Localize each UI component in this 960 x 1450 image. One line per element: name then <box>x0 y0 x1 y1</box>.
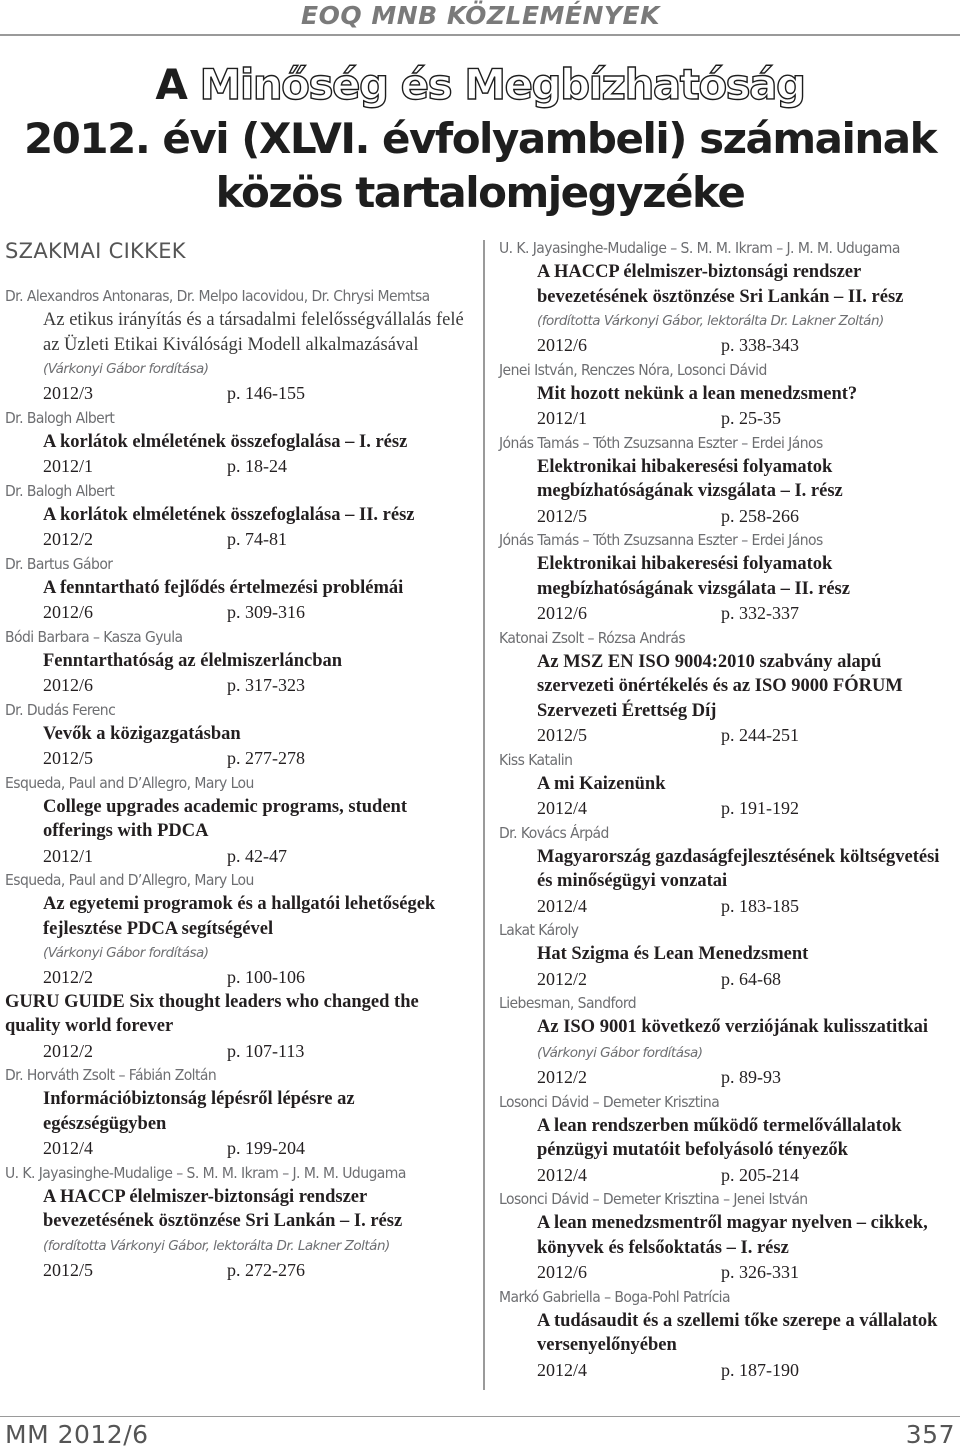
entry-title <box>499 942 957 967</box>
entry-authors: U. K. Jayasinghe-Mudalige – S. M. M. Ikram – J. M. M. Udugama <box>5 1163 406 1182</box>
entry-translator: (Várkonyi Gábor fordítása) <box>43 361 209 377</box>
entry-pages: p. 183-185 <box>721 895 799 916</box>
entry-issue: 2012/5 <box>43 748 94 768</box>
entry-reference <box>499 1358 957 1383</box>
entry-issue: 2012/3 <box>43 383 94 403</box>
toc-entry <box>499 821 957 919</box>
entry-translator: (Várkonyi Gábor fordítása) <box>43 945 209 961</box>
title-outline-text: Minőség és Megbízhatóság <box>199 60 805 109</box>
entry-authors: Dr. Alexandros Antonaras, Dr. Melpo Iacovidou, Dr. Chrysi Memtsa <box>5 287 430 305</box>
entry-reference <box>499 601 957 626</box>
entry-title-text: A korlátok elméletének összefoglalása – II. rész <box>43 504 415 525</box>
entry-title <box>499 1211 957 1260</box>
entry-pages: p. 199-204 <box>227 1138 305 1158</box>
toc-entry <box>5 1161 473 1283</box>
entry-pages: p. 107-113 <box>227 1040 305 1061</box>
entry-pages: p. 187-190 <box>721 1359 799 1380</box>
entry-title-text: A fenntartható fejlődés értelmezési problémái <box>43 577 404 598</box>
entry-reference <box>5 381 473 406</box>
entry-title-text: Információbiztonság lépésről lépésre az egészségügyben <box>43 1089 355 1134</box>
entry-reference <box>499 1065 957 1090</box>
entry-reference <box>5 965 473 990</box>
entry-issue: 2012/4 <box>537 895 588 916</box>
entry-reference <box>5 673 473 698</box>
toc-entry <box>5 552 473 625</box>
entry-issue: 2012/2 <box>43 1040 94 1061</box>
entry-pages: p. 100-106 <box>227 967 305 987</box>
entry-authors: Dr. Kovács Árpád <box>499 823 609 842</box>
toc-entry <box>5 868 473 990</box>
toc-entry <box>5 771 473 869</box>
entry-issue: 2012/5 <box>537 725 588 745</box>
entry-title <box>5 1185 473 1234</box>
entry-authors: Esqueda, Paul and D’Allegro, Mary Lou <box>5 773 254 792</box>
entry-title-text: Az etikus irányítás és a társadalmi felelősségvállalás felé az Üzleti Etikai Kiválósági Modell alkalmazásával <box>43 310 464 355</box>
entry-pages: p. 191-192 <box>721 798 799 818</box>
entry-issue: 2012/4 <box>43 1138 94 1158</box>
entry-pages: p. 18-24 <box>227 456 287 476</box>
entry-title <box>499 552 957 601</box>
entry-title <box>5 308 473 357</box>
entry-reference <box>499 333 957 358</box>
entry-title-text: A HACCP élelmiszer-biztonsági rendszer bevezetésének ösztönzése Sri Lankán – II. rész <box>537 262 904 307</box>
entry-title-text: A HACCP élelmiszer-biztonsági rendszer bevezetésének ösztönzése Sri Lankán – I. rész <box>43 1186 403 1231</box>
toc-entry <box>5 1063 473 1161</box>
entry-reference <box>499 967 957 992</box>
entry-title <box>5 430 473 455</box>
page-title <box>0 58 960 220</box>
toc-entry <box>499 991 957 1090</box>
toc-entry <box>499 236 957 358</box>
entry-title-text: Vevők a közigazgatásban <box>43 723 241 744</box>
entry-reference <box>5 454 473 479</box>
entry-reference <box>5 527 473 552</box>
entry-title <box>499 260 957 309</box>
entry-authors: Katonai Zsolt – Rózsa András <box>499 628 686 647</box>
section-heading: SZAKMAI CIKKEK <box>5 239 186 263</box>
entry-translator: (fordította Várkonyi Gábor, lektorálta Dr. Lakner Zoltán) <box>43 1237 390 1254</box>
entry-translator: (Várkonyi Gábor fordítása) <box>537 1044 703 1061</box>
right-column <box>499 236 957 1382</box>
entry-authors: Dr. Balogh Albert <box>5 481 115 500</box>
entry-title-text: Az MSZ EN ISO 9004:2010 szabvány alapú szervezeti önértékelés és az ISO 9000 FÓRUM Szervezeti Érettség Díj <box>537 651 903 721</box>
title-prefix: A <box>155 60 187 109</box>
entry-title-text: A mi Kaizenünk <box>537 773 666 794</box>
toc-entry <box>499 918 957 991</box>
column-divider <box>483 240 485 1390</box>
entry-reference <box>499 504 957 529</box>
entry-title <box>5 576 473 601</box>
entry-authors: Dr. Balogh Albert <box>5 408 115 427</box>
entry-authors: Dr. Bartus Gábor <box>5 554 113 573</box>
entry-pages: p. 42-47 <box>227 845 287 866</box>
entry-title <box>499 772 957 797</box>
toc-entry <box>499 748 957 821</box>
entry-reference <box>499 723 957 748</box>
entry-translator: (fordította Várkonyi Gábor, lektorálta Dr. Lakner Zoltán) <box>537 313 884 329</box>
entry-authors: Losonci Dávid – Demeter Krisztina <box>499 1092 720 1111</box>
toc-entry <box>499 431 957 529</box>
entry-authors: U. K. Jayasinghe-Mudalige – S. M. M. Ikram – J. M. M. Udugama <box>499 239 900 257</box>
toc-entry <box>499 528 957 626</box>
entry-reference <box>499 796 957 821</box>
entry-pages: p. 272-276 <box>227 1259 305 1280</box>
entry-pages: p. 244-251 <box>721 725 799 745</box>
entry-title <box>499 455 957 504</box>
toc-entry <box>499 1187 957 1285</box>
entry-title-text: Hat Szigma és Lean Menedzsment <box>537 944 809 964</box>
entry-authors: Dr. Horváth Zsolt – Fábián Zoltán <box>5 1066 217 1084</box>
entry-pages: p. 25-35 <box>721 408 781 428</box>
entry-authors: Kiss Katalin <box>499 750 573 769</box>
entry-issue: 2012/2 <box>537 968 588 989</box>
entry-title-text: Magyarország gazdaságfejlesztésének költségvetési és minőségügyi vonzatai <box>537 846 940 891</box>
entry-reference <box>5 746 473 771</box>
entry-title-text: A tudásaudit és a szellemi tőke szerepe a vállalatok versenyelőnyében <box>537 1310 938 1355</box>
entry-issue: 2012/6 <box>537 1262 588 1282</box>
entry-issue: 2012/6 <box>43 675 94 695</box>
entry-issue: 2012/1 <box>43 456 94 476</box>
entry-title-text: A lean rendszerben működő termelővállalatok pénzügyi mutatóit befolyásoló tényezők <box>537 1115 902 1160</box>
entry-reference <box>499 406 957 431</box>
entry-pages: p. 74-81 <box>227 529 287 549</box>
entry-title-text: Elektronikai hibakeresési folyamatok megbízhatóságának vizsgálata – I. rész <box>537 456 843 501</box>
entry-issue: 2012/4 <box>537 798 588 818</box>
title-line-3: közös tartalomjegyzéke <box>215 168 745 217</box>
entry-title <box>499 1015 957 1065</box>
entry-pages: p. 205-214 <box>721 1164 799 1185</box>
toc-entry <box>5 479 473 552</box>
entry-authors: Jónás Tamás – Tóth Zsuzsanna Eszter – Erdei János <box>499 433 823 452</box>
entry-title <box>499 382 957 407</box>
entry-pages: p. 89-93 <box>721 1067 781 1087</box>
footer-issue: MM 2012/6 <box>5 1420 149 1449</box>
entry-reference <box>5 1136 473 1161</box>
entry-authors: Jenei István, Renczes Nóra, Losonci Dávid <box>499 360 767 379</box>
entry-title <box>499 845 957 894</box>
entry-title-text: GURU GUIDE Six thought leaders who changed the quality world forever <box>5 991 419 1036</box>
entry-title <box>5 649 473 674</box>
entry-title <box>499 1114 957 1163</box>
entry-issue: 2012/1 <box>537 408 588 428</box>
entry-pages: p. 64-68 <box>721 968 781 989</box>
entry-authors: Losonci Dávid – Demeter Krisztina – Jenei István <box>499 1190 808 1208</box>
entry-issue: 2012/4 <box>537 1164 588 1185</box>
entry-pages: p. 332-337 <box>721 603 799 623</box>
entry-issue: 2012/2 <box>43 967 94 987</box>
journal-name: EOQ MNB KÖZLEMÉNYEK <box>301 1 660 30</box>
entry-issue: 2012/6 <box>537 335 588 355</box>
header-rule <box>0 34 960 36</box>
entry-issue: 2012/2 <box>537 1067 588 1087</box>
entry-issue: 2012/6 <box>537 603 588 623</box>
entry-title <box>5 990 473 1039</box>
toc-entry <box>5 625 473 698</box>
entry-title <box>5 722 473 747</box>
entry-authors: Dr. Dudás Ferenc <box>5 700 116 719</box>
entry-authors: Liebesman, Sandford <box>499 994 637 1012</box>
entry-reference <box>5 1039 473 1064</box>
entry-pages: p. 317-323 <box>227 675 305 695</box>
entry-title-text: A lean menedzsmentről magyar nyelven – cikkek, könyvek és felsőoktatás – I. rész <box>537 1213 928 1258</box>
entry-title <box>5 503 473 528</box>
entry-title <box>499 650 957 724</box>
toc-entry <box>499 358 957 431</box>
entry-pages: p. 326-331 <box>721 1262 799 1282</box>
entry-reference <box>499 894 957 919</box>
entry-pages: p. 338-343 <box>721 335 799 355</box>
entry-title <box>499 1309 957 1358</box>
toc-entry <box>499 626 957 748</box>
entry-pages: p. 309-316 <box>227 602 305 622</box>
right-entry-list <box>499 236 957 1382</box>
entry-title <box>5 892 473 941</box>
entry-title <box>5 1087 473 1136</box>
left-entry-list <box>5 284 473 1282</box>
entry-reference <box>5 1258 473 1283</box>
toc-entry <box>5 698 473 771</box>
entry-reference <box>5 844 473 869</box>
toc-entry <box>5 990 473 1064</box>
left-column <box>5 236 473 1282</box>
entry-title <box>5 795 473 844</box>
footer-rule <box>0 1416 960 1417</box>
toc-entry <box>499 1090 957 1188</box>
entry-reference <box>499 1163 957 1188</box>
toc-entry <box>499 1285 957 1383</box>
entry-authors: Markó Gabriella – Boga-Pohl Patrícia <box>499 1287 730 1306</box>
entry-issue: 2012/5 <box>537 505 588 526</box>
page-number: 357 <box>905 1420 955 1449</box>
entry-pages: p. 146-155 <box>227 383 305 403</box>
toc-entry <box>5 406 473 479</box>
entry-reference <box>499 1260 957 1285</box>
entry-title-text: Elektronikai hibakeresési folyamatok megbízhatóságának vizsgálata – II. rész <box>537 554 850 599</box>
entry-issue: 2012/4 <box>537 1359 588 1380</box>
entry-issue: 2012/1 <box>43 845 94 866</box>
entry-authors: Lakat Károly <box>499 921 579 939</box>
entry-authors: Esqueda, Paul and D’Allegro, Mary Lou <box>5 871 254 889</box>
entry-authors: Jónás Tamás – Tóth Zsuzsanna Eszter – Erdei János <box>499 531 823 549</box>
entry-issue: 2012/6 <box>43 602 94 622</box>
toc-entry <box>5 284 473 406</box>
entry-reference <box>5 600 473 625</box>
title-line-1 <box>0 58 960 112</box>
entry-title-text: Mit hozott nekünk a lean menedzsment? <box>537 383 858 404</box>
entry-title-text: Az ISO 9001 következő verziójának kulisszatitkai <box>537 1017 929 1037</box>
entry-pages: p. 277-278 <box>227 748 305 768</box>
title-line-2: 2012. évi (XLVI. évfolyambeli) számainak <box>23 114 937 163</box>
entry-title-text: A korlátok elméletének összefoglalása – I. rész <box>43 431 408 452</box>
entry-title-text: Az egyetemi programok és a hallgatói lehetőségek fejlesztése PDCA segítségével <box>43 894 436 939</box>
entry-title-text: Fenntarthatóság az élelmiszerláncban <box>43 650 343 671</box>
entry-pages: p. 258-266 <box>721 505 799 526</box>
entry-authors: Bódi Barbara – Kasza Gyula <box>5 627 183 646</box>
entry-issue: 2012/2 <box>43 529 94 549</box>
entry-title-text: College upgrades academic programs, student offerings with PDCA <box>43 796 407 841</box>
entry-issue: 2012/5 <box>43 1259 94 1280</box>
